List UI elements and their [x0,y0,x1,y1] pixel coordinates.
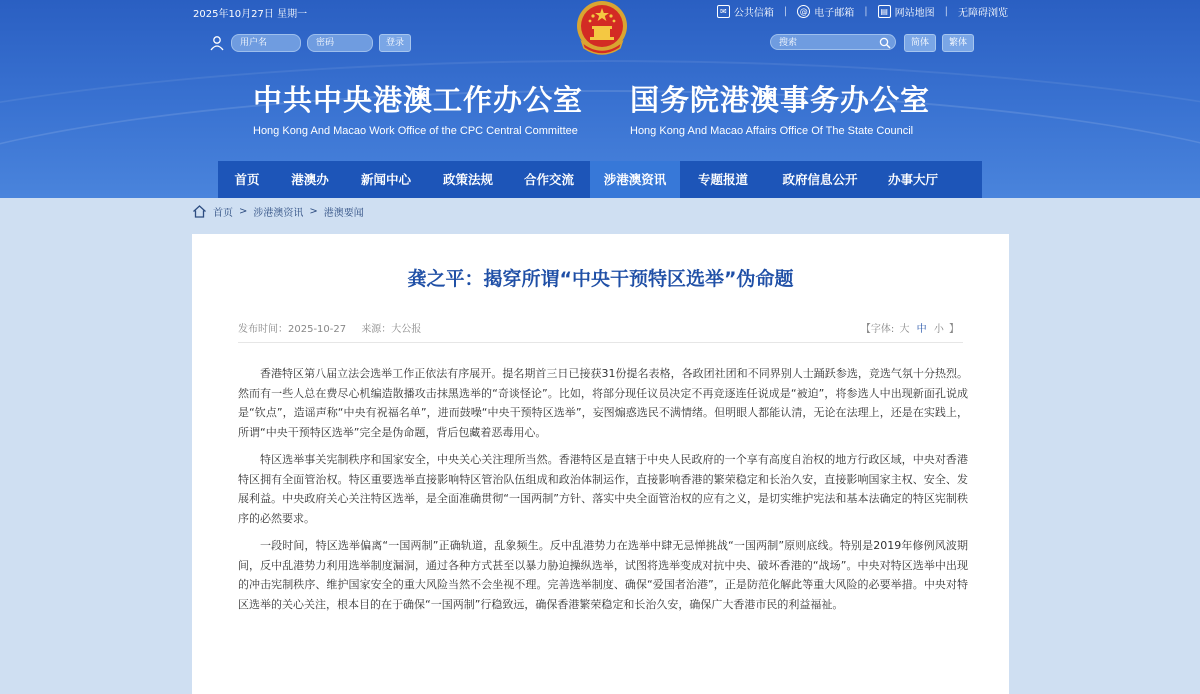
article-meta [238,320,433,335]
password-input[interactable]: 密码 [307,34,373,52]
font-size-small[interactable]: 小 [933,324,944,335]
breadcrumb-home[interactable]: 首页 [213,208,233,219]
breadcrumb-hkmacao-headlines[interactable]: 港澳要闻 [323,208,364,219]
site-header [0,0,1200,198]
main-nav [218,161,982,198]
article-source: 来源：大公报 [361,324,422,335]
nav-service-hall[interactable]: 办事大厅 [887,172,938,187]
traditional-button[interactable]: 繁体 [942,34,974,52]
font-size-medium[interactable]: 中 [916,324,927,335]
state-council-office-cn: 国务院港澳事务办公室 [630,83,931,117]
nav-hkmao-office[interactable]: 港澳办 [291,172,329,187]
at-icon: @ [797,5,810,18]
top-links: ✉ 公共信箱 | @ 电子邮箱 | ▤ 网站地图 | 无障碍浏览 [717,4,1008,19]
nav-special-reports[interactable]: 专题报道 [697,172,748,187]
email-link[interactable]: @ 电子邮箱 [797,4,854,19]
publish-date: 发布时间：2025-10-27 [238,324,347,335]
nav-gov-info[interactable]: 政府信息公开 [782,172,858,187]
cpc-office-name [253,78,583,137]
breadcrumb-hkmacao-news[interactable]: 涉港澳资讯 [253,208,304,219]
article-paragraph: 香港特区第八届立法会选举工作正依法有序展开。提名期首三日已接获31份提名表格，各政团社团和不同界别人士踊跃参选，竞选气氛十分热烈。然而有一些人总在费尽心机编造散播攻击抹黑选举的“奇谈怪论”。比如，将部分现任议员决定不再竞逐连任说成是“被迫”，将参选人中出现新面孔说成是“钦点”，造谣声称“中央有祝福名单”，进而鼓噪“中央干预特区选举”，妄图煽惑选民不满情绪。但明眼人都能认清，无论在法理上，还是在实践上，所谓“中央干预特区选举”完全是伪命题，背后包藏着恶毒用心。 [238,367,968,439]
search-icon[interactable] [879,37,891,49]
mail-icon: ✉ [717,5,730,18]
simplified-button[interactable]: 简体 [904,34,936,52]
username-input[interactable]: 用户名 [231,34,301,52]
font-size-switch: 【字体: 大 中 小 】 [860,324,959,335]
nav-hkmacao-news[interactable]: 涉港澳资讯 [590,161,680,198]
accessibility-link[interactable]: 无障碍浏览 [958,8,1008,19]
state-council-office-en: Hong Kong And Macao Affairs Office Of The State Council [630,125,914,137]
article-body [238,364,968,622]
nav-cooperation[interactable]: 合作交流 [523,172,574,187]
state-council-office-name [630,78,930,137]
cpc-office-en: Hong Kong And Macao Work Office of the CPC Central Committee [253,125,578,137]
article-paragraph: 一段时间，特区选举偏离“一国两制”正确轨道，乱象频生。反中乱港势力在选举中肆无忌惮挑战“一国两制”原则底线。特别是2019年修例风波期间，反中乱港势力利用选举制度漏洞，通过各种方式甚至以暴力胁迫操纵选举，试图将选举变成对抗中央、破坏香港的“战场”。中央对特区选举中出现的冲击宪制秩序、维护国家安全的重大风险当然不会坐视不理。完善选举制度、确保“爱国者治港”，正是防范化解此等重大风险的必要举措。中央对特区选举的关心关注，根本目的在于确保“一国两制”行稳致远，确保香港繁荣稳定和长治久安，确保广大香港市民的利益福祉。 [238,539,968,611]
nav-news-center[interactable]: 新闻中心 [360,172,411,187]
breadcrumb: 首页 > 涉港澳资讯 > 港澳要闻 [192,204,364,219]
nav-policies[interactable]: 政策法规 [442,172,493,187]
language-switch [904,34,974,52]
home-icon [192,204,207,219]
nav-home[interactable]: 首页 [234,172,260,187]
search-input[interactable]: 搜索 [770,34,896,50]
sitemap-link[interactable]: ▤ 网站地图 [878,4,935,19]
article-paragraph: 特区选举事关宪制秩序和国家安全，中央关心关注理所当然。香港特区是直辖于中央人民政府的一个享有高度自治权的地方行政区域，中央对香港特区拥有全面管治权。特区重要选举直接影响特区管治队伍组成和政治体制运作，直接影响香港的繁荣稳定和长治久安，直接影响国家主权、安全、发展利益。中央政府关心关注特区选举，是全面准确贯彻“一国两制”方针、落实中央全面管治权的应有之义，是切实维护宪法和基本法确定的特区宪制秩序的必然要求。 [238,453,968,525]
font-size-large[interactable]: 大 [899,324,910,335]
article-title: 龚之平：揭穿所谓“中央干预特区选举”伪命题 [407,268,794,290]
cpc-office-cn: 中共中央港澳工作办公室 [253,83,584,117]
sitemap-icon: ▤ [878,5,891,18]
user-icon [209,35,225,51]
national-emblem-icon [576,0,628,58]
divider [238,342,963,343]
public-mailbox-link[interactable]: ✉ 公共信箱 [717,4,774,19]
article-panel [192,234,1009,694]
login-form [209,34,411,52]
current-date: 2025年10月27日 星期一 [193,9,308,20]
login-button[interactable]: 登录 [379,34,411,52]
